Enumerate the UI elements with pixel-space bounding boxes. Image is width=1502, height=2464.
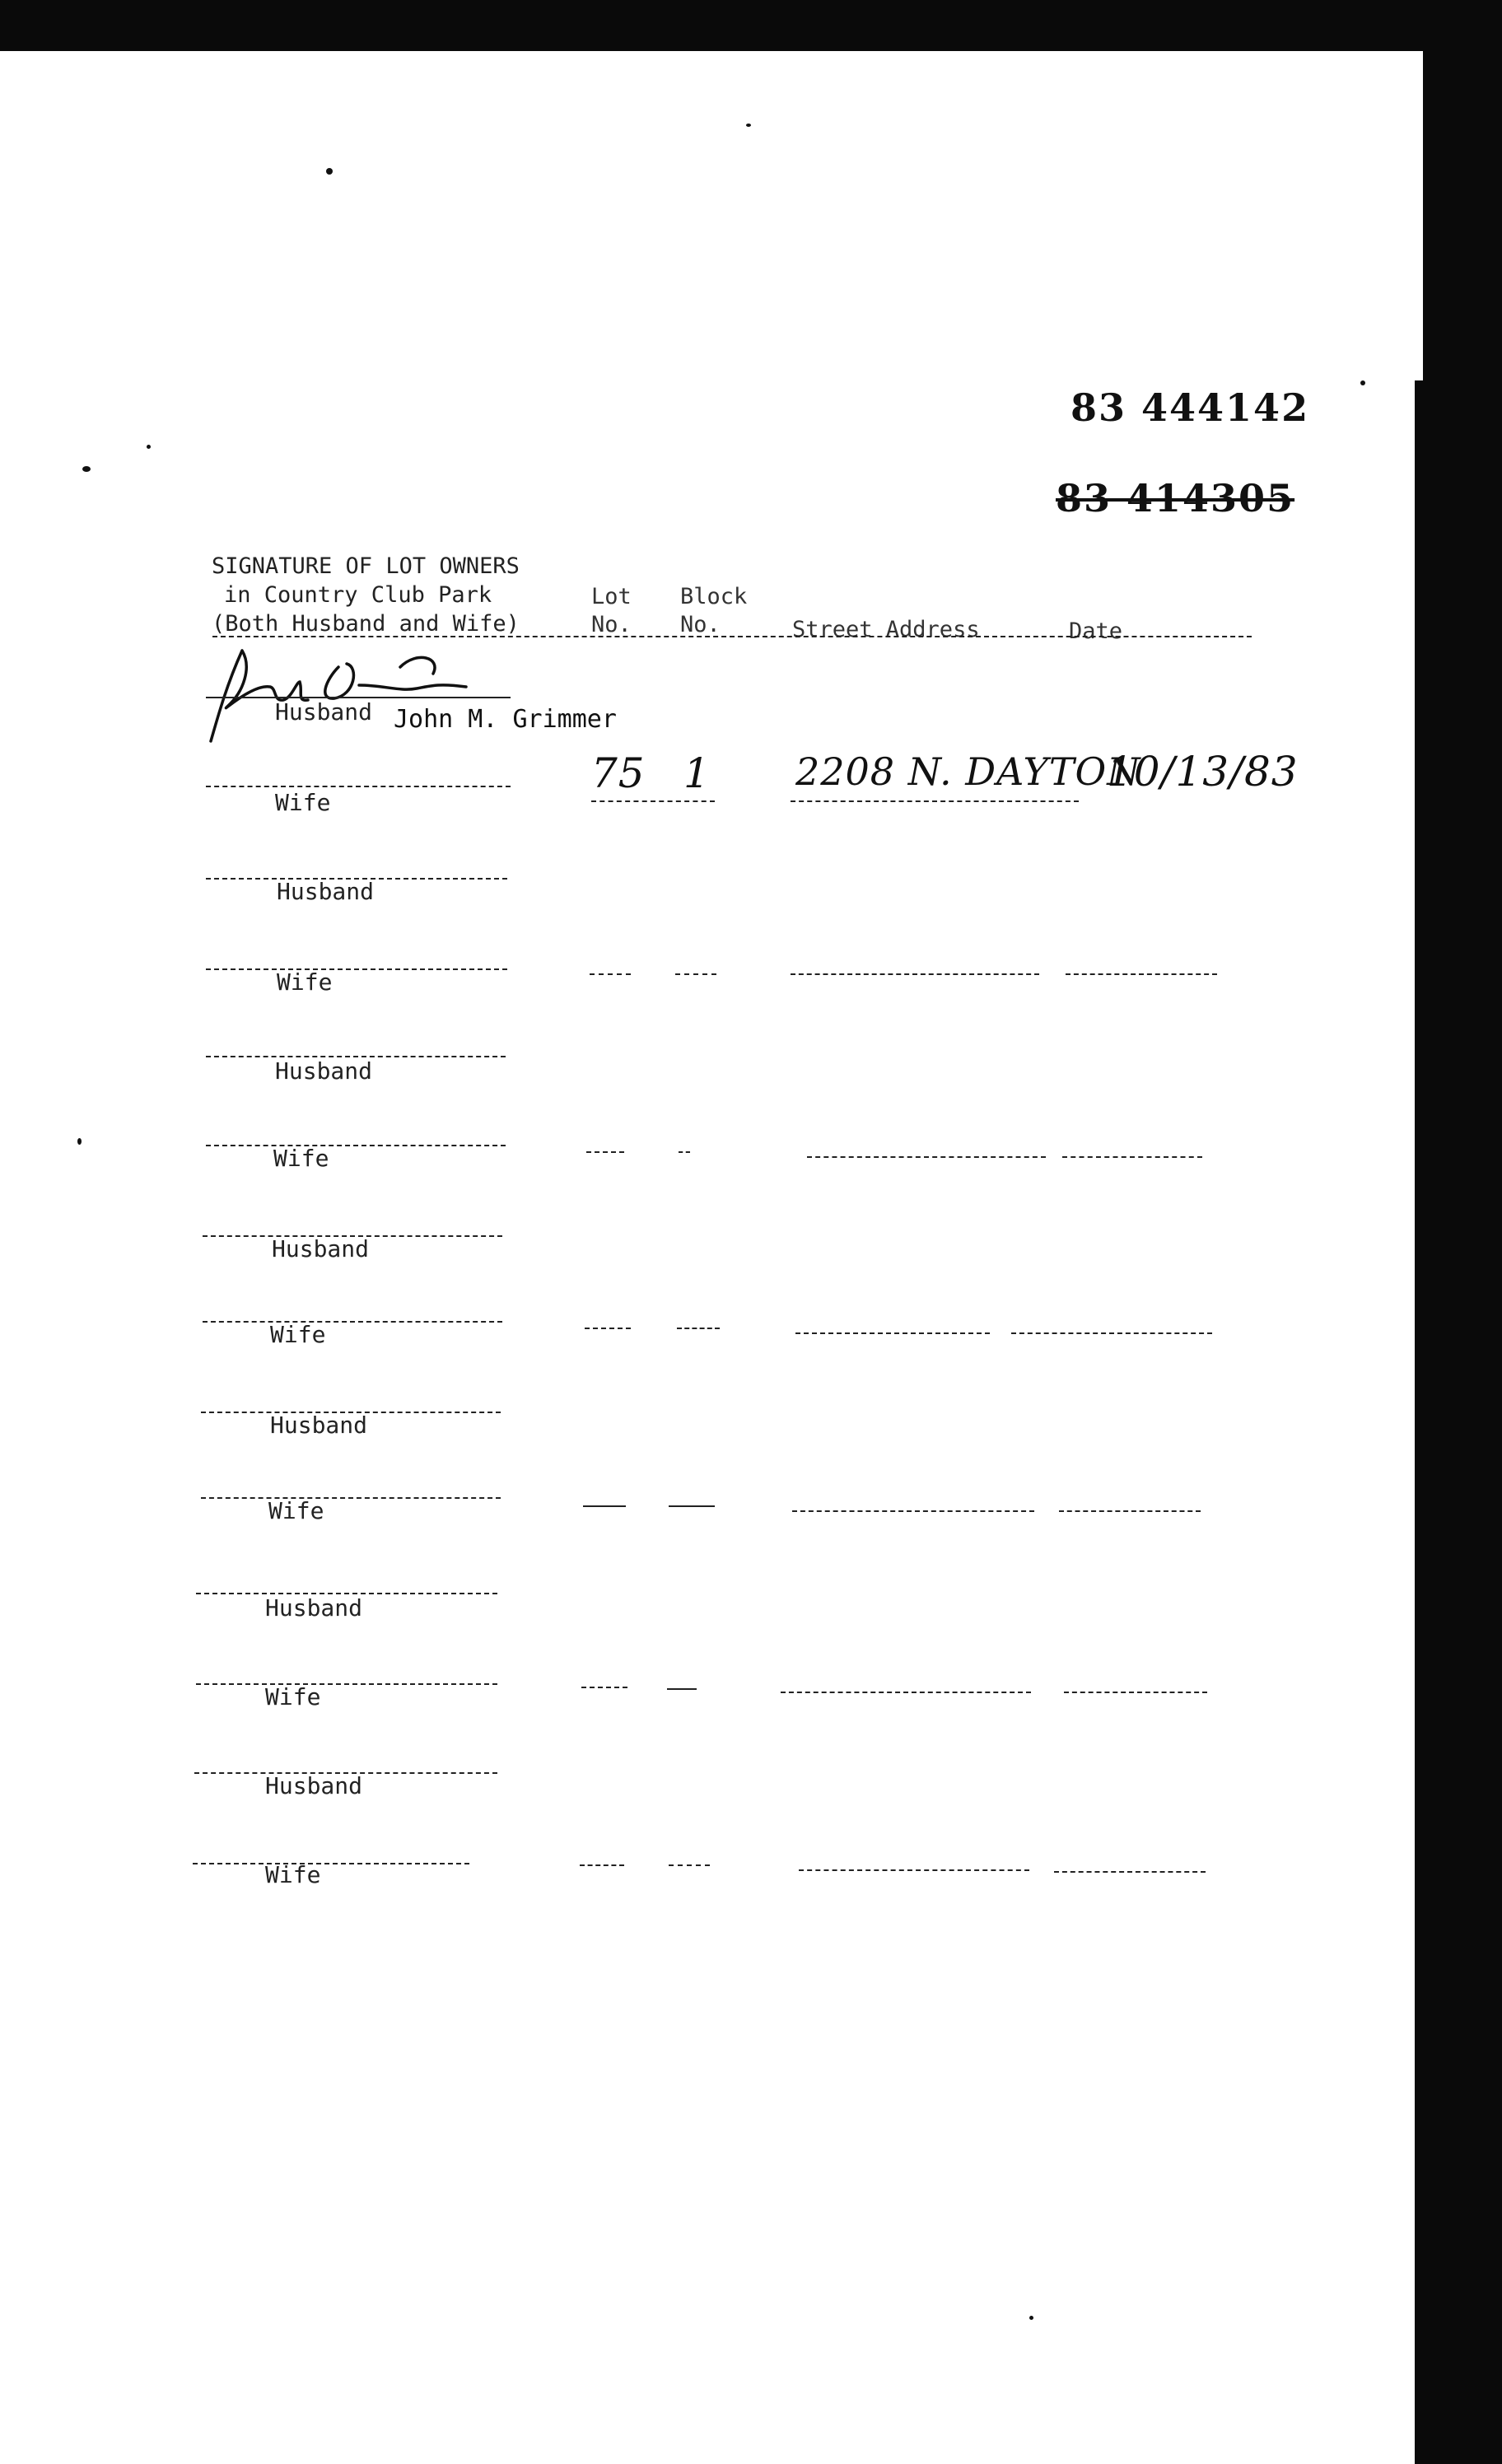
scan-speck	[147, 445, 151, 449]
husband-label: Husband	[272, 1235, 370, 1262]
scan-speck	[82, 466, 91, 472]
wife-signature-line	[206, 968, 507, 970]
entry-rule	[791, 800, 1079, 802]
block-blank	[667, 1688, 697, 1690]
scan-border-top	[0, 0, 1502, 51]
entry-rule	[591, 800, 715, 802]
scan-speck	[746, 124, 751, 127]
husband-label: Husband	[275, 698, 373, 726]
date-blank	[1059, 1510, 1201, 1512]
date-handwritten: 10/13/83	[1107, 748, 1299, 796]
heading-line-2: in Country Club Park	[224, 582, 492, 608]
wife-label: Wife	[277, 968, 333, 996]
date-blank	[1011, 1332, 1212, 1334]
column-header-street: Street Address	[792, 617, 980, 642]
wife-label: Wife	[265, 1861, 321, 1888]
lot-number-handwritten: 75	[591, 749, 646, 797]
street-address-handwritten: 2208 N. DAYTON	[795, 749, 1141, 794]
street-blank	[807, 1156, 1046, 1158]
scan-speck	[1029, 2316, 1033, 2320]
date-blank	[1062, 1156, 1202, 1158]
block-blank	[679, 1151, 690, 1153]
wife-label: Wife	[265, 1683, 321, 1710]
date-blank	[1064, 1692, 1207, 1693]
street-blank	[791, 973, 1039, 975]
block-blank	[669, 1864, 710, 1866]
lot-blank	[585, 1328, 631, 1329]
date-blank	[1066, 973, 1217, 975]
wife-signature-line	[206, 1145, 506, 1146]
lot-blank	[586, 1151, 624, 1153]
lot-blank	[580, 1864, 624, 1866]
wife-label: Wife	[268, 1497, 324, 1524]
column-header-lot: Lot No.	[591, 584, 632, 637]
husband-label: Husband	[277, 878, 375, 905]
heading-line-1: SIGNATURE OF LOT OWNERS	[212, 553, 520, 579]
lot-blank	[581, 1687, 627, 1688]
block-blank	[677, 1328, 720, 1329]
husband-label: Husband	[265, 1772, 363, 1799]
street-blank	[781, 1692, 1031, 1693]
column-header-date: Date	[1069, 618, 1123, 644]
block-blank	[675, 973, 716, 975]
document-number-struck: 83 414305	[1056, 476, 1295, 520]
column-header-block: Block No.	[680, 584, 748, 637]
block-number-handwritten: 1	[683, 749, 711, 797]
wife-signature-line	[193, 1863, 469, 1864]
wife-signature-line	[196, 1683, 497, 1685]
husband-typed-name: John M. Grimmer	[394, 705, 617, 734]
street-blank	[799, 1869, 1029, 1871]
heading-line-3: (Both Husband and Wife)	[212, 611, 520, 637]
wife-label: Wife	[270, 1321, 326, 1348]
street-blank	[792, 1510, 1034, 1512]
wife-signature-line	[203, 1321, 502, 1323]
document-number: 83 444142	[1071, 385, 1310, 430]
date-blank	[1054, 1871, 1206, 1873]
wife-signature-line	[201, 1497, 501, 1499]
block-blank	[669, 1505, 715, 1507]
lot-blank	[590, 973, 631, 975]
husband-label: Husband	[265, 1594, 363, 1622]
husband-label: Husband	[270, 1412, 368, 1439]
scan-speck	[326, 168, 333, 175]
lot-blank	[583, 1505, 626, 1507]
wife-signature-line	[206, 786, 511, 787]
husband-label: Husband	[275, 1057, 373, 1085]
wife-label: Wife	[273, 1145, 329, 1172]
scan-border-right	[1415, 0, 1502, 2464]
scan-speck	[1360, 380, 1365, 385]
street-blank	[795, 1332, 990, 1334]
scan-border-notch	[1415, 51, 1423, 380]
wife-label: Wife	[275, 789, 331, 816]
scan-speck	[77, 1138, 82, 1145]
